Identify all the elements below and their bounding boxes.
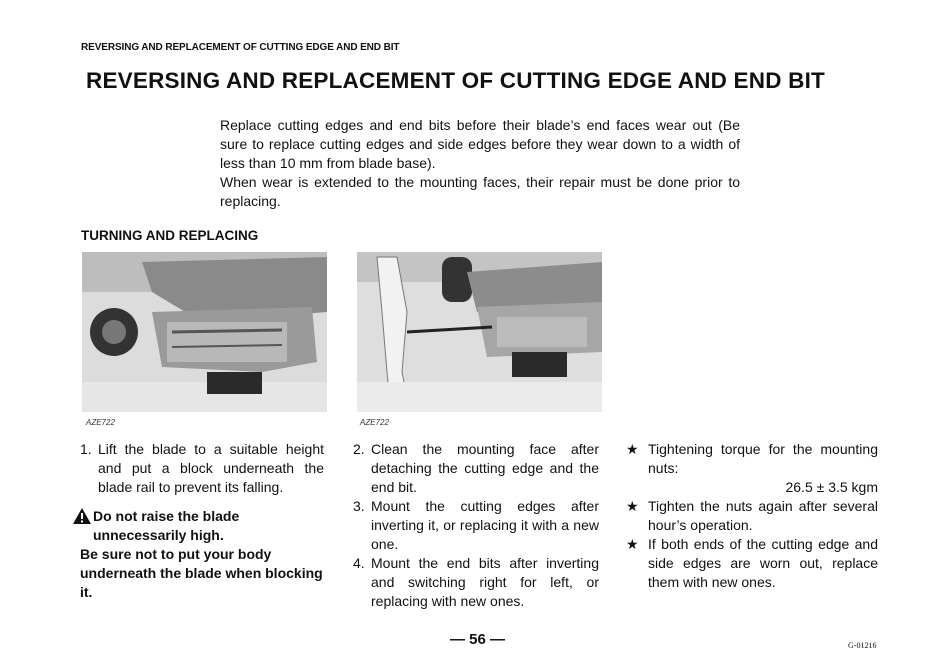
list-item <box>80 440 324 497</box>
figure-id: AZE722 <box>86 418 115 427</box>
star-bullet-icon: ★ <box>626 441 639 457</box>
warning-triangle-icon <box>72 507 92 525</box>
list-item <box>626 497 878 535</box>
column-left <box>80 440 324 602</box>
torque-label: Tightening torque for the mounting nuts: <box>648 441 878 476</box>
step-text: Clean the mounting face after detaching the cutting edge and the end bit. <box>371 441 599 495</box>
document-code: G-01216 <box>848 641 877 650</box>
note-text <box>648 440 878 497</box>
running-head: REVERSING AND REPLACEMENT OF CUTTING EDGE AND END BIT <box>81 42 400 53</box>
step-text: Mount the cutting edges after inverting it, or replacing it with a new one. <box>371 498 599 552</box>
star-bullet-icon: ★ <box>626 536 639 552</box>
figure-id: AZE722 <box>360 418 389 427</box>
section-heading: TURNING AND REPLACING <box>81 228 259 243</box>
step-number: 4. <box>353 555 365 571</box>
page-title: REVERSING AND REPLACEMENT OF CUTTING EDGE AND END BIT <box>86 68 825 93</box>
column-middle <box>353 440 599 611</box>
star-bullet-icon: ★ <box>626 498 639 514</box>
torque-value: 26.5 ± 3.5 kgm <box>785 479 878 495</box>
intro-paragraph: Replace cutting edges and end bits before their blade’s end faces wear out (Be sure to replace cutting edges and side edges before they wear down to a width of less than 10 mm from blade base). <box>220 117 740 171</box>
list-item <box>353 554 599 611</box>
list-item <box>353 440 599 497</box>
page-number: — 56 — <box>450 631 506 648</box>
column-right <box>626 440 878 592</box>
step-number: 1. <box>80 441 92 457</box>
step-text: Mount the end bits after inverting and switching right for left, or replacing with new ones. <box>371 555 599 609</box>
list-item <box>626 535 878 592</box>
warning-text: Be sure not to put your body underneath the blade when blocking it. <box>80 546 323 600</box>
warning-text: Do not raise the blade unnecessarily high. <box>93 508 240 543</box>
note-text: Tighten the nuts again after several hour’s operation. <box>648 498 878 533</box>
step-number: 3. <box>353 498 365 514</box>
step-text: Lift the blade to a suitable height and put a block underneath the blade rail to prevent its falling. <box>98 441 324 495</box>
note-text: If both ends of the cutting edge and side edges are worn out, replace them with new ones. <box>648 536 878 590</box>
step-number: 2. <box>353 441 365 457</box>
photo-blade-on-block <box>82 252 327 412</box>
intro-paragraph: When wear is extended to the mounting faces, their repair must be done prior to replacing. <box>220 174 740 209</box>
list-item <box>353 497 599 554</box>
intro-paragraphs <box>220 116 740 211</box>
photo-worker-wrench <box>357 252 602 412</box>
list-item <box>626 440 878 497</box>
warning-block <box>80 507 324 602</box>
